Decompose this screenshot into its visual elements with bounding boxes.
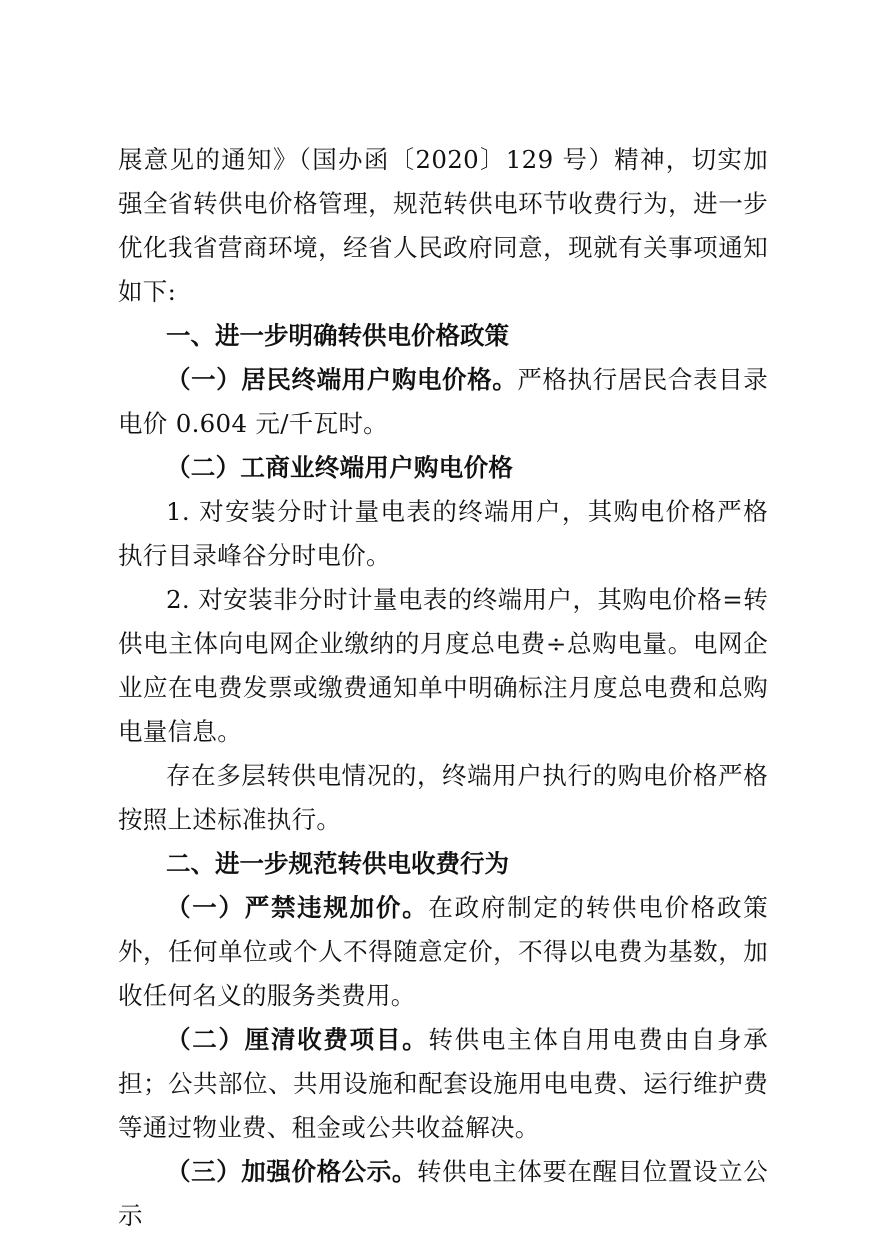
section-2-item-1: [118, 886, 768, 1018]
section-2-item-2-heading: （二）厘清收费项目。: [166, 1025, 429, 1054]
section-2-item-2: [118, 1018, 768, 1150]
section-2-item-3-text: 转供电主体要在醒目位置设立公示: [118, 1157, 769, 1230]
intro-paragraph: 展意见的通知》（国办函〔2020〕129 号）精神，切实加强全省转供电价格管理，规范转供电环节收费行为，进一步优化我省营商环境，经省人民政府同意，现就有关事项通知如下:: [118, 145, 768, 306]
section-1-title: 一、进一步明确转供电价格政策: [166, 321, 509, 350]
section-1-item-2-heading: （二）工商业终端用户购电价格: [166, 453, 514, 482]
section-2-item-2-text: 转供电主体自用电费由自身承担；公共部位、共用设施和配套设施用电电费、运行维护费等通过物业费、租金或公共收益解决。: [118, 1025, 769, 1142]
section-2-item-3-heading: （三）加强价格公示。: [166, 1157, 417, 1186]
section-1-item-2-point-2: 2. 对安装非分时计量电表的终端用户，其购电价格=转供电主体向电网企业缴纳的月度总电费÷总购电量。电网企业应在电费发票或缴费通知单中明确标注月度总电费和总购电量信息。: [118, 585, 768, 746]
section-2-title: 二、进一步规范转供电收费行为: [166, 849, 509, 878]
section-1-item-2-point-1: 1. 对安装分时计量电表的终端用户，其购电价格严格执行目录峰谷分时电价。: [118, 497, 768, 570]
document-body: [118, 138, 768, 1238]
section-2-item-1-text: 在政府制定的转供电价格政策外，任何单位或个人不得随意定价，不得以电费为基数，加收任何名义的服务类费用。: [118, 893, 769, 1010]
section-1-item-1-heading: （一）居民终端用户购电价格。: [166, 365, 518, 394]
section-1-item-1-text: 严格执行居民合表目录电价 0.604 元/千瓦时。: [118, 365, 769, 438]
section-2-item-1-heading: （一）严禁违规加价。: [166, 893, 429, 922]
section-2-item-3: [118, 1150, 768, 1238]
section-1-item-2-note: 存在多层转供电情况的，终端用户执行的购电价格严格按照上述标准执行。: [118, 761, 768, 834]
section-1-item-1: [118, 358, 768, 446]
